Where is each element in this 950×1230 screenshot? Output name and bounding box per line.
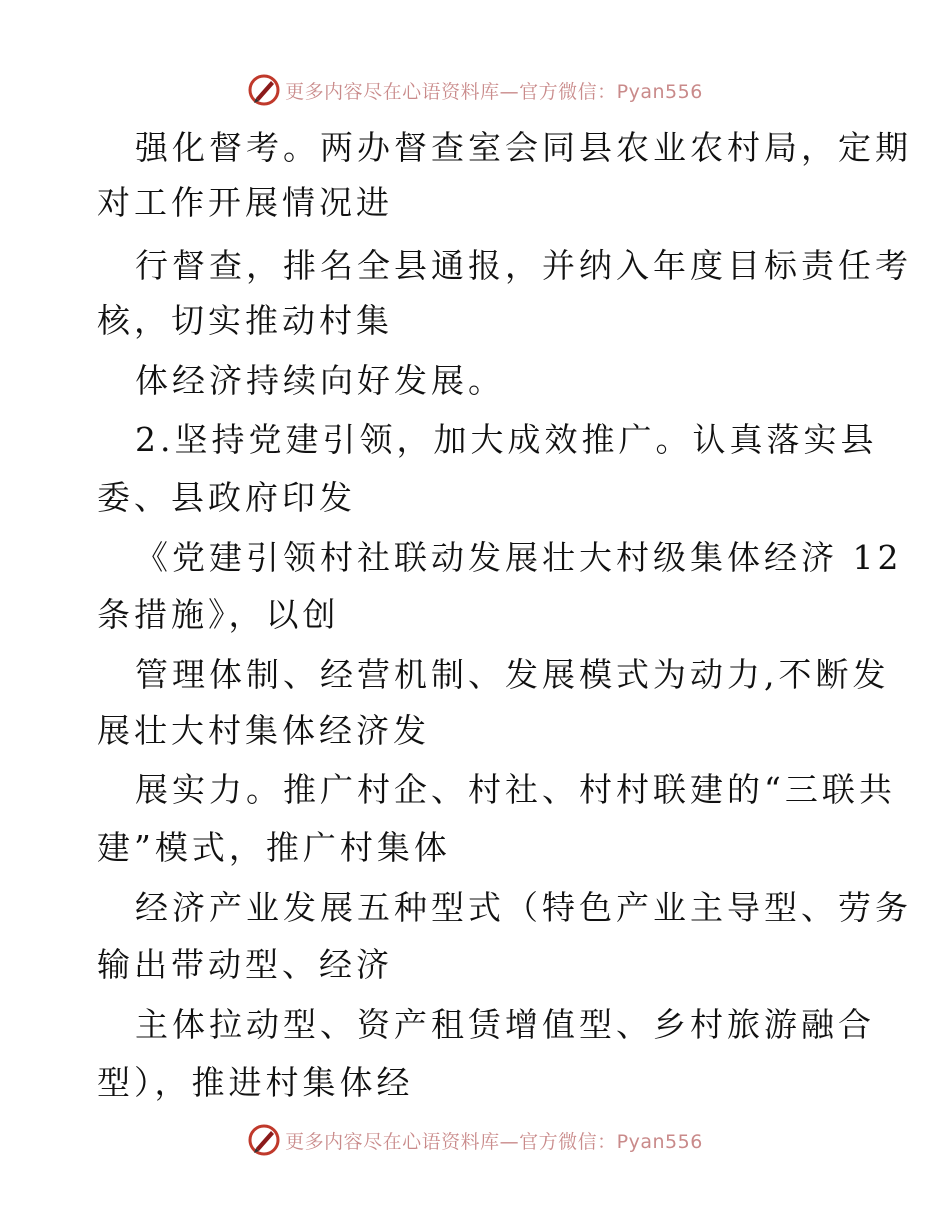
text-line: 型），推进村集体经: [97, 1063, 414, 1102]
text-line: 委、县政府印发: [97, 478, 356, 517]
text-line: 展壮大村集体经济发: [97, 711, 430, 750]
text-line: 建”模式，推广村集体: [97, 828, 451, 867]
text-line: 《党建引领村社联动发展壮大村级集体经济 12: [135, 538, 903, 577]
text-line: 体经济持续向好发展。: [135, 361, 505, 400]
text-line: 输出带动型、经济: [97, 945, 393, 984]
text-line: 行督查，排名全县通报，并纳入年度目标责任考: [135, 246, 912, 285]
text-line: 强化督考。两办督查室会同县农业农村局，定期: [135, 128, 912, 167]
text-line: 条措施》，以创: [97, 595, 340, 634]
watermark-text: 更多内容尽在心语资料库—官方微信：Pyan556: [285, 1130, 703, 1153]
text-line: 对工作开展情况进: [97, 183, 393, 222]
header-watermark: [0, 70, 950, 110]
text-line: 经济产业发展五种型式（特色产业主导型、劳务: [135, 888, 912, 927]
text-line: 2.坚持党建引领，加大成效推广。认真落实县: [135, 420, 878, 459]
text-line: 展实力。推广村企、村社、村村联建的“三联共: [135, 770, 896, 809]
text-line: 主体拉动型、资产租赁增值型、乡村旅游融合: [135, 1005, 875, 1044]
pen-logo-icon: [247, 1123, 281, 1157]
pen-logo-icon: [247, 73, 281, 107]
text-line: 核，切实推动村集: [97, 301, 393, 340]
watermark-text: 更多内容尽在心语资料库—官方微信：Pyan556: [285, 80, 703, 103]
footer-watermark: [0, 1120, 950, 1160]
text-line: 管理体制、经营机制、发展模式为动力,不断发: [135, 655, 890, 694]
